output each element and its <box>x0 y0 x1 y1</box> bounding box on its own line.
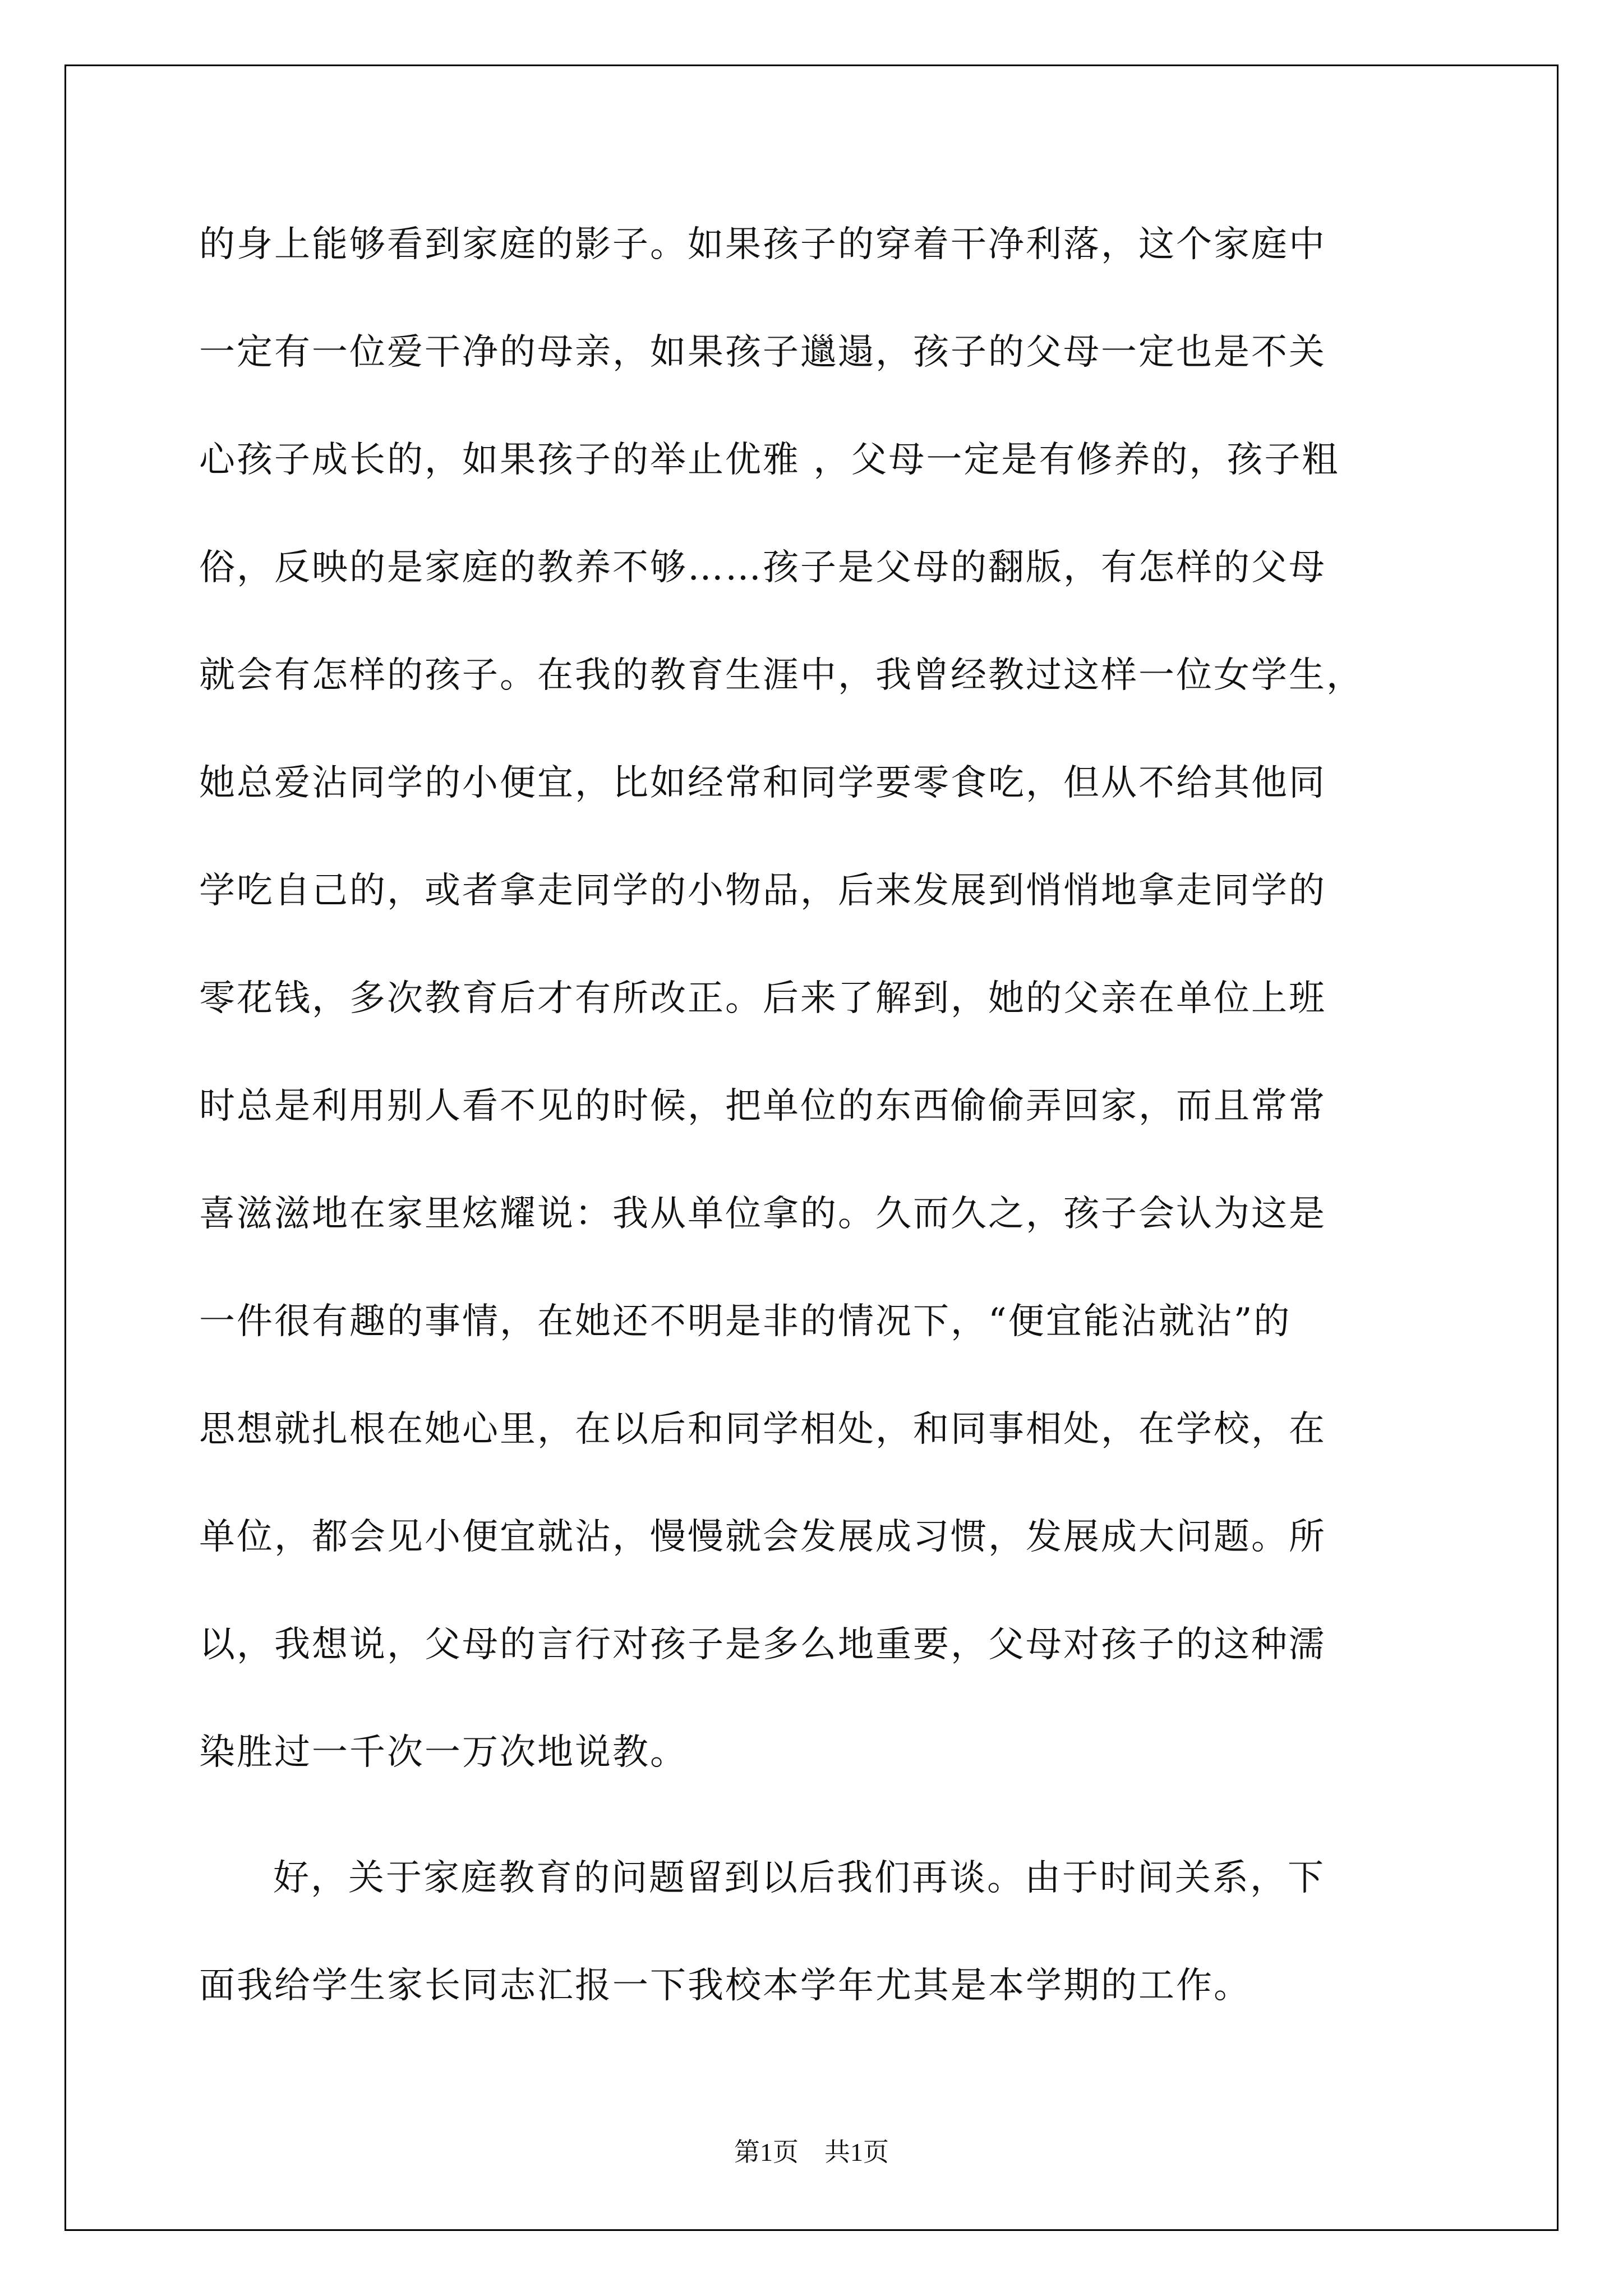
page-number-footer: 第1页 共1页 <box>734 2138 889 2166</box>
paragraph-2 <box>199 1824 1427 2040</box>
text-line: 的身上能够看到家庭的影子。如果孩子的穿着干净利落，这个家庭中 <box>199 224 1326 265</box>
text-line: 喜滋滋地在家里炫耀说：我从单位拿的。久而久之，孩子会认为这是 <box>199 1193 1326 1235</box>
document-body <box>199 191 1427 2040</box>
text-line: 一定有一位爱干净的母亲，如果孩子邋遢，孩子的父母一定也是不关 <box>199 332 1326 373</box>
paragraph-1 <box>199 191 1427 1806</box>
text-line: 俗，反映的是家庭的教养不够……孩子是父母的翻版，有怎样的父母 <box>199 547 1326 588</box>
text-line: 学吃自己的，或者拿走同学的小物品，后来发展到悄悄地拿走同学的 <box>199 870 1326 912</box>
text-line: 她总爱沾同学的小便宜，比如经常和同学要零食吃，但从不给其他同 <box>199 762 1326 804</box>
text-line: 时总是利用别人看不见的时候，把单位的东西偷偷弄回家，而且常常 <box>199 1085 1326 1127</box>
text-line: 就会有怎样的孩子。在我的教育生涯中，我曾经教过这样一位女学生， <box>199 655 1364 696</box>
text-line: 零花钱，多次教育后才有所改正。后来了解到，她的父亲在单位上班 <box>199 978 1326 1019</box>
text-line: 单位，都会见小便宜就沾，慢慢就会发展成习惯，发展成大问题。所 <box>199 1516 1326 1558</box>
text-line: 以，我想说，父母的言行对孩子是多么地重要，父母对孩子的这种濡 <box>199 1624 1326 1665</box>
text-line: 心孩子成长的，如果孩子的举止优雅 ，父母一定是有修养的，孩子粗 <box>199 439 1340 481</box>
text-line: 染胜过一千次一万次地说教。 <box>199 1732 688 1773</box>
text-line: 面我给学生家长同志汇报一下我校本学年尤其是本学期的工作。 <box>199 1965 1251 2007</box>
text-line: 好，关于家庭教育的问题留到以后我们再谈。由于时间关系，下 <box>273 1857 1325 1899</box>
text-line: 一件很有趣的事情，在她还不明是非的情况下，“便宜能沾就沾”的 <box>199 1301 1292 1342</box>
text-line: 思想就扎根在她心里，在以后和同学相处，和同事相处，在学校，在 <box>199 1409 1326 1450</box>
paragraph-spacer <box>199 1806 1427 1824</box>
